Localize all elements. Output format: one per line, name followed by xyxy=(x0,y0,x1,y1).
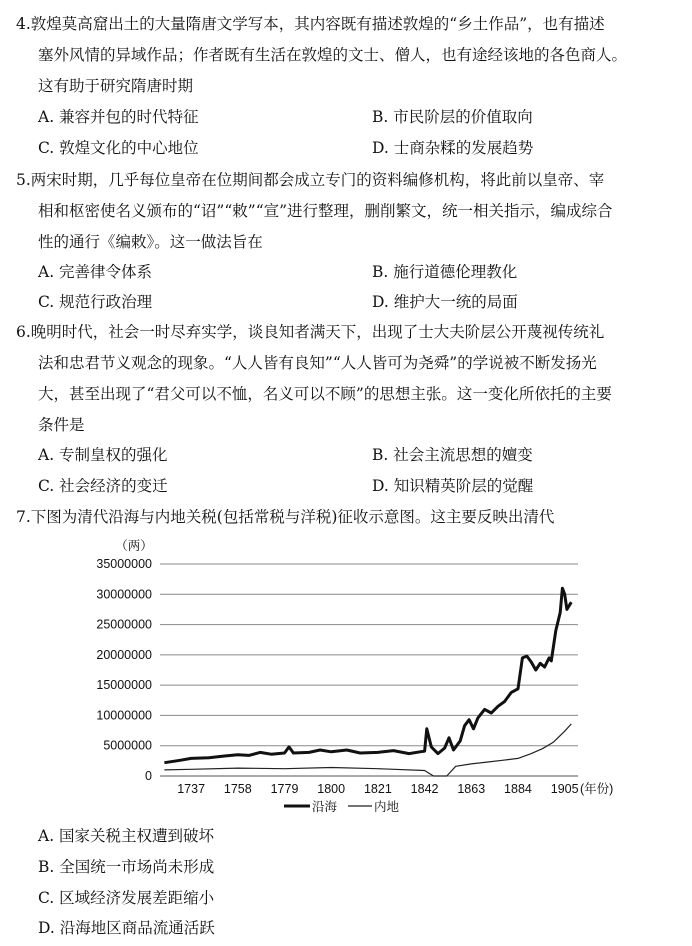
q4-option-d[interactable]: D. 士商杂糅的发展趋势 xyxy=(372,139,534,157)
chart-x-tick-labels xyxy=(177,782,578,796)
q6-option-c[interactable]: C. 社会经济的变迁 xyxy=(38,477,168,495)
q4-option-b[interactable]: B. 市民阶层的价值取向 xyxy=(372,108,533,126)
x-tick-label: 1863 xyxy=(457,782,486,796)
q7-option-a[interactable]: A. 国家关税主权遭到破坏 xyxy=(38,827,215,845)
q6-stem-line-4: 条件是 xyxy=(38,416,85,434)
x-tick-label: 1737 xyxy=(177,782,206,796)
q4-option-a[interactable]: A. 兼容并包的时代特征 xyxy=(38,108,199,126)
x-tick-label: 1779 xyxy=(270,782,299,796)
q5-stem-line-3: 性的通行《编敕》。这一做法旨在 xyxy=(38,233,263,251)
chart-y-tick-labels xyxy=(96,557,152,783)
q6-option-b[interactable]: B. 社会主流思想的嬗变 xyxy=(372,446,533,464)
y-tick-label: 5000000 xyxy=(103,738,152,753)
x-tick-label: 1842 xyxy=(410,782,439,796)
q5-option-d[interactable]: D. 维护大一统的局面 xyxy=(372,293,518,311)
legend-label-inland: 内地 xyxy=(374,800,400,814)
customs-tax-line-chart xyxy=(96,536,644,820)
q6-stem-line-1: 6.晚明时代，社会一时尽弃实学，谈良知者满天下，出现了士大夫阶层公开蔑视传统礼 xyxy=(16,323,605,341)
q5-option-a[interactable]: A. 完善律令体系 xyxy=(38,263,153,281)
q5-stem-line-1: 5.两宋时期，几乎每位皇帝在位期间都会成立专门的资料编修机构，将此前以皇帝、宰 xyxy=(16,171,605,189)
legend-label-coastal: 沿海 xyxy=(312,800,338,814)
q6-option-a[interactable]: A. 专制皇权的强化 xyxy=(38,446,168,464)
q7-option-d[interactable]: D. 沿海地区商品流通活跃 xyxy=(38,919,215,937)
x-tick-label: 1758 xyxy=(223,782,252,796)
q4-stem-line-2: 塞外风情的异域作品；作者既有生活在敦煌的文士、僧人，也有途经该地的各色商人。 xyxy=(38,46,628,64)
chart-y-unit: （两） xyxy=(115,539,153,553)
y-tick-label: 0 xyxy=(145,769,152,783)
x-tick-label: 1821 xyxy=(363,782,392,796)
y-tick-label: 20000000 xyxy=(96,647,152,662)
q6-stem-line-3: 大，甚至出现了“君父可以不恤，名义可以不顾”的思想主张。这一变化所依托的主要 xyxy=(38,385,612,403)
q4-stem-line-3: 这有助于研究隋唐时期 xyxy=(38,77,194,95)
q6-option-d[interactable]: D. 知识精英阶层的觉醒 xyxy=(372,477,534,495)
q5-stem-line-2: 相和枢密使名义颁布的“诏”“敕”“宣”进行整理，删削繁文，统一相关指示，编成综合 xyxy=(38,202,613,220)
chart-series xyxy=(164,588,571,776)
q6-stem-line-2: 法和忠君节义观念的现象。“人人皆有良知”“人人皆可为尧舜”的学说被不断发扬光 xyxy=(38,354,597,372)
chart-legend xyxy=(284,799,400,814)
chart-x-unit: (年份) xyxy=(580,782,614,796)
q5-option-c[interactable]: C. 规范行政治理 xyxy=(38,293,153,311)
q4-option-c[interactable]: C. 敦煌文化的中心地位 xyxy=(38,139,199,157)
x-tick-label: 1884 xyxy=(504,782,532,796)
y-tick-label: 25000000 xyxy=(96,617,152,632)
y-tick-label: 15000000 xyxy=(96,678,152,693)
series-line-inland xyxy=(164,724,571,776)
q7-option-c[interactable]: C. 区域经济发展差距缩小 xyxy=(38,889,215,907)
chart-gridlines xyxy=(160,564,578,776)
q5-option-b[interactable]: B. 施行道德伦理教化 xyxy=(372,263,518,281)
q4-stem-line-1: 4.敦煌莫高窟出土的大量隋唐文学写本，其内容既有描述敦煌的“乡土作品”，也有描述 xyxy=(16,15,605,33)
q7-stem-line-1: 7.下图为清代沿海与内地关税(包括常税与洋税)征收示意图。这主要反映出清代 xyxy=(16,508,555,526)
y-tick-label: 30000000 xyxy=(96,587,152,602)
y-tick-label: 10000000 xyxy=(96,708,152,723)
y-tick-label: 35000000 xyxy=(96,557,152,571)
x-tick-label: 1800 xyxy=(317,782,346,796)
x-tick-label: 1905 xyxy=(550,782,579,796)
q7-option-b[interactable]: B. 全国统一市场尚未形成 xyxy=(38,858,215,876)
series-line-coastal xyxy=(164,588,571,763)
